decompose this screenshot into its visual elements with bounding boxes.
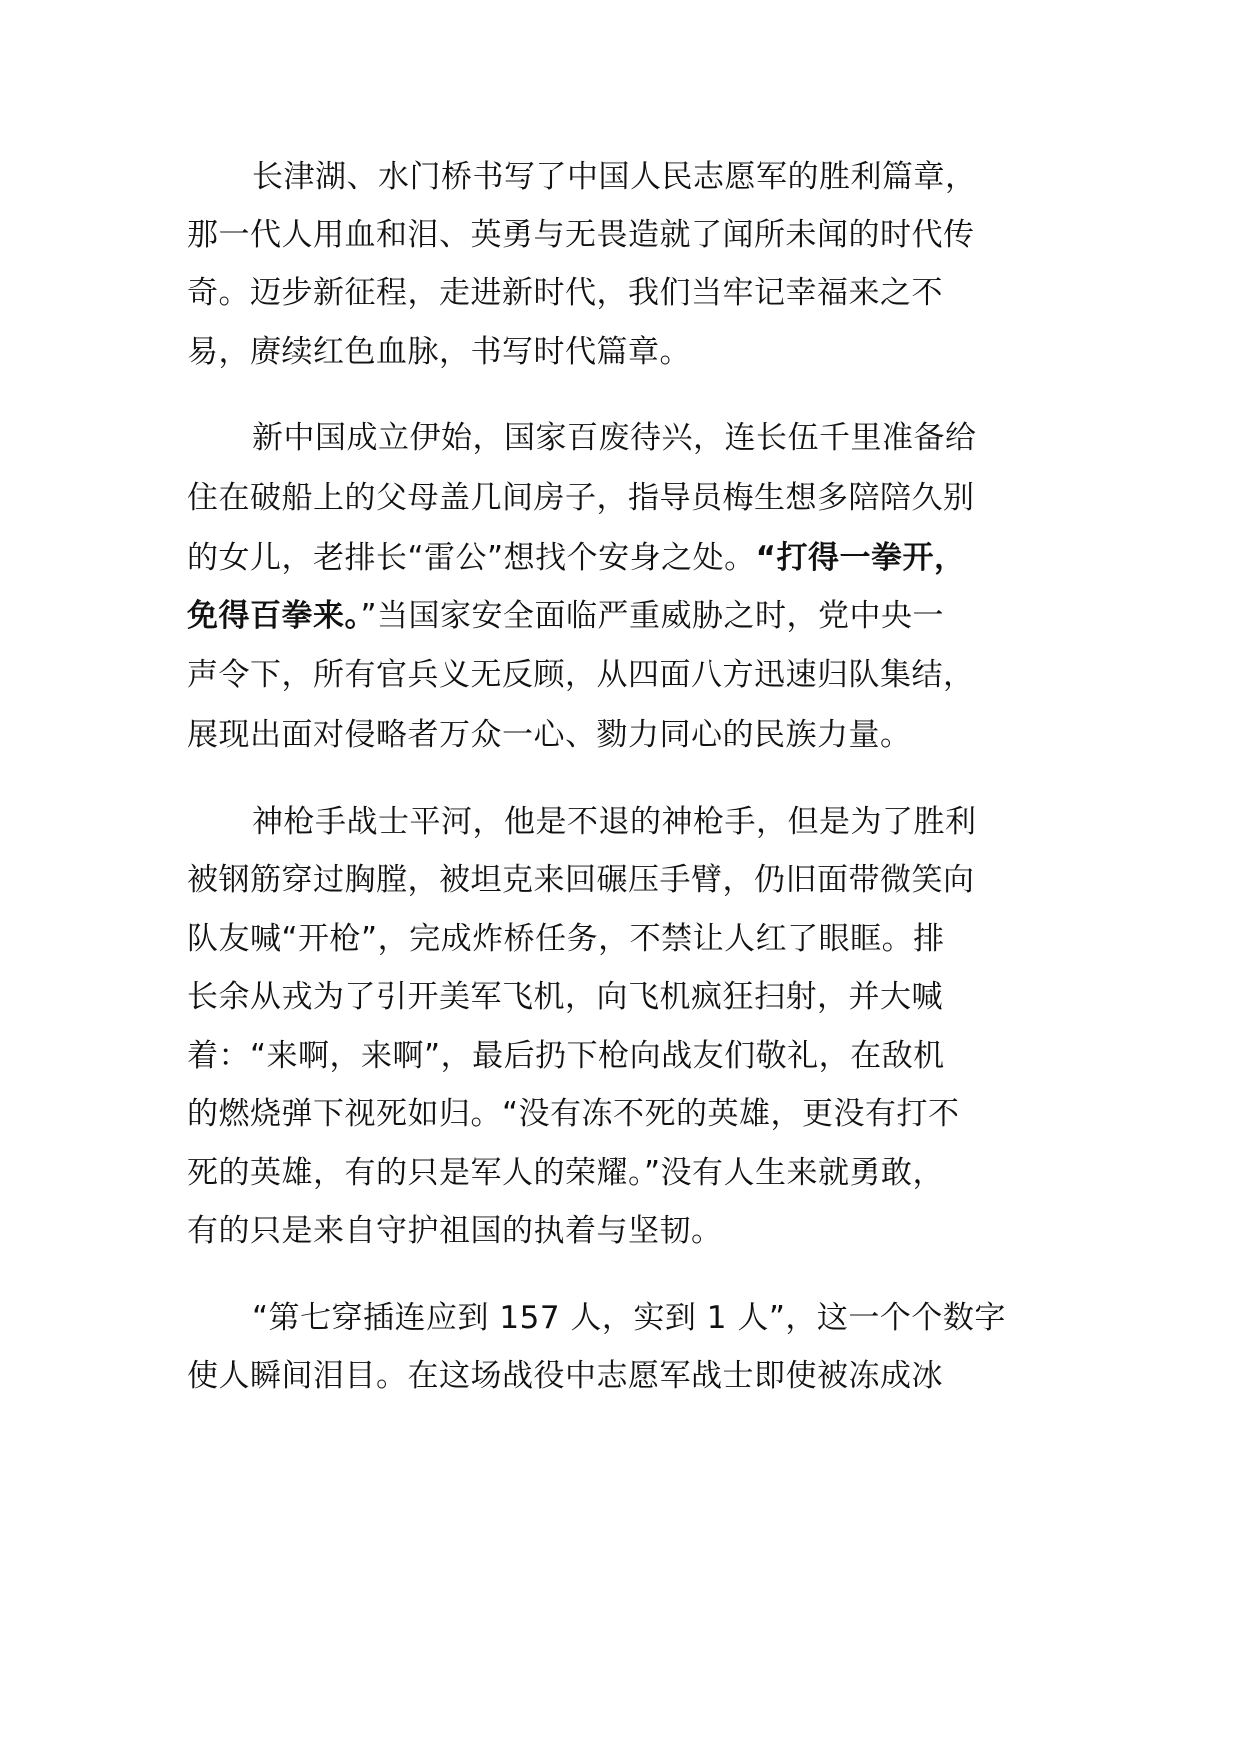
paragraph-3-line-7: 死的英雄，有的只是军人的荣耀。”没有人生来就勇敢，	[187, 1155, 945, 1191]
paragraph-2-line-3	[187, 538, 966, 578]
paragraph-4-line-1: “第七穿插连应到 157 人，实到 1 人”，这一个个数字	[252, 1300, 1006, 1336]
paragraph-2-line-2: 住在破船上的父母盖几间房子，指导员梅生想多陪陪久别	[187, 480, 975, 516]
paragraph-2-line-1: 新中国成立伊始，国家百废待兴，连长伍千里准备给	[252, 420, 977, 456]
paragraph-3-line-3: 队友喊“开枪”，完成炸桥任务，不禁让人红了眼眶。排	[187, 921, 945, 957]
paragraph-2-line-3-text: 的女儿，老排长“雷公”想找个安身之处。	[187, 540, 756, 576]
bold-quote-part-1: “打得一拳开，	[755, 540, 966, 576]
paragraph-2-line-5: 声令下，所有官兵义无反顾，从四面八方迅速归队集结，	[187, 657, 975, 693]
paragraph-3-line-5: 着：“来啊，来啊”，最后扔下枪向战友们敬礼，在敌机	[187, 1038, 945, 1074]
paragraph-3-line-4: 长余从戎为了引开美军飞机，向飞机疯狂扫射，并大喊	[187, 979, 943, 1015]
bold-quote-part-2: 免得百拳来。	[187, 598, 361, 634]
paragraph-2-line-6: 展现出面对侵略者万众一心、勠力同心的民族力量。	[187, 717, 912, 753]
paragraph-1-line-2: 那一代人用血和泪、英勇与无畏造就了闻所未闻的时代传	[187, 217, 975, 253]
paragraph-2-line-4-text: ”当国家安全面临严重威胁之时，党中央一	[360, 598, 945, 634]
paragraph-1-line-4: 易，赓续红色血脉，书写时代篇章。	[187, 334, 691, 370]
paragraph-1-line-3: 奇。迈步新征程，走进新时代，我们当牢记幸福来之不	[187, 275, 943, 311]
paragraph-4-line-2: 使人瞬间泪目。在这场战役中志愿军战士即使被冻成冰	[187, 1358, 943, 1394]
paragraph-2-line-4	[187, 596, 944, 636]
paragraph-3-line-1: 神枪手战士平河，他是不退的神枪手，但是为了胜利	[252, 804, 977, 840]
paragraph-3-line-8: 有的只是来自守护祖国的执着与坚韧。	[187, 1213, 723, 1249]
paragraph-1-line-1: 长津湖、水门桥书写了中国人民志愿军的胜利篇章，	[252, 159, 977, 195]
paragraph-3-line-2: 被钢筋穿过胸膛，被坦克来回碾压手臂，仍旧面带微笑向	[187, 862, 975, 898]
paragraph-3-line-6: 的燃烧弹下视死如归。“没有冻不死的英雄，更没有打不	[187, 1096, 960, 1132]
